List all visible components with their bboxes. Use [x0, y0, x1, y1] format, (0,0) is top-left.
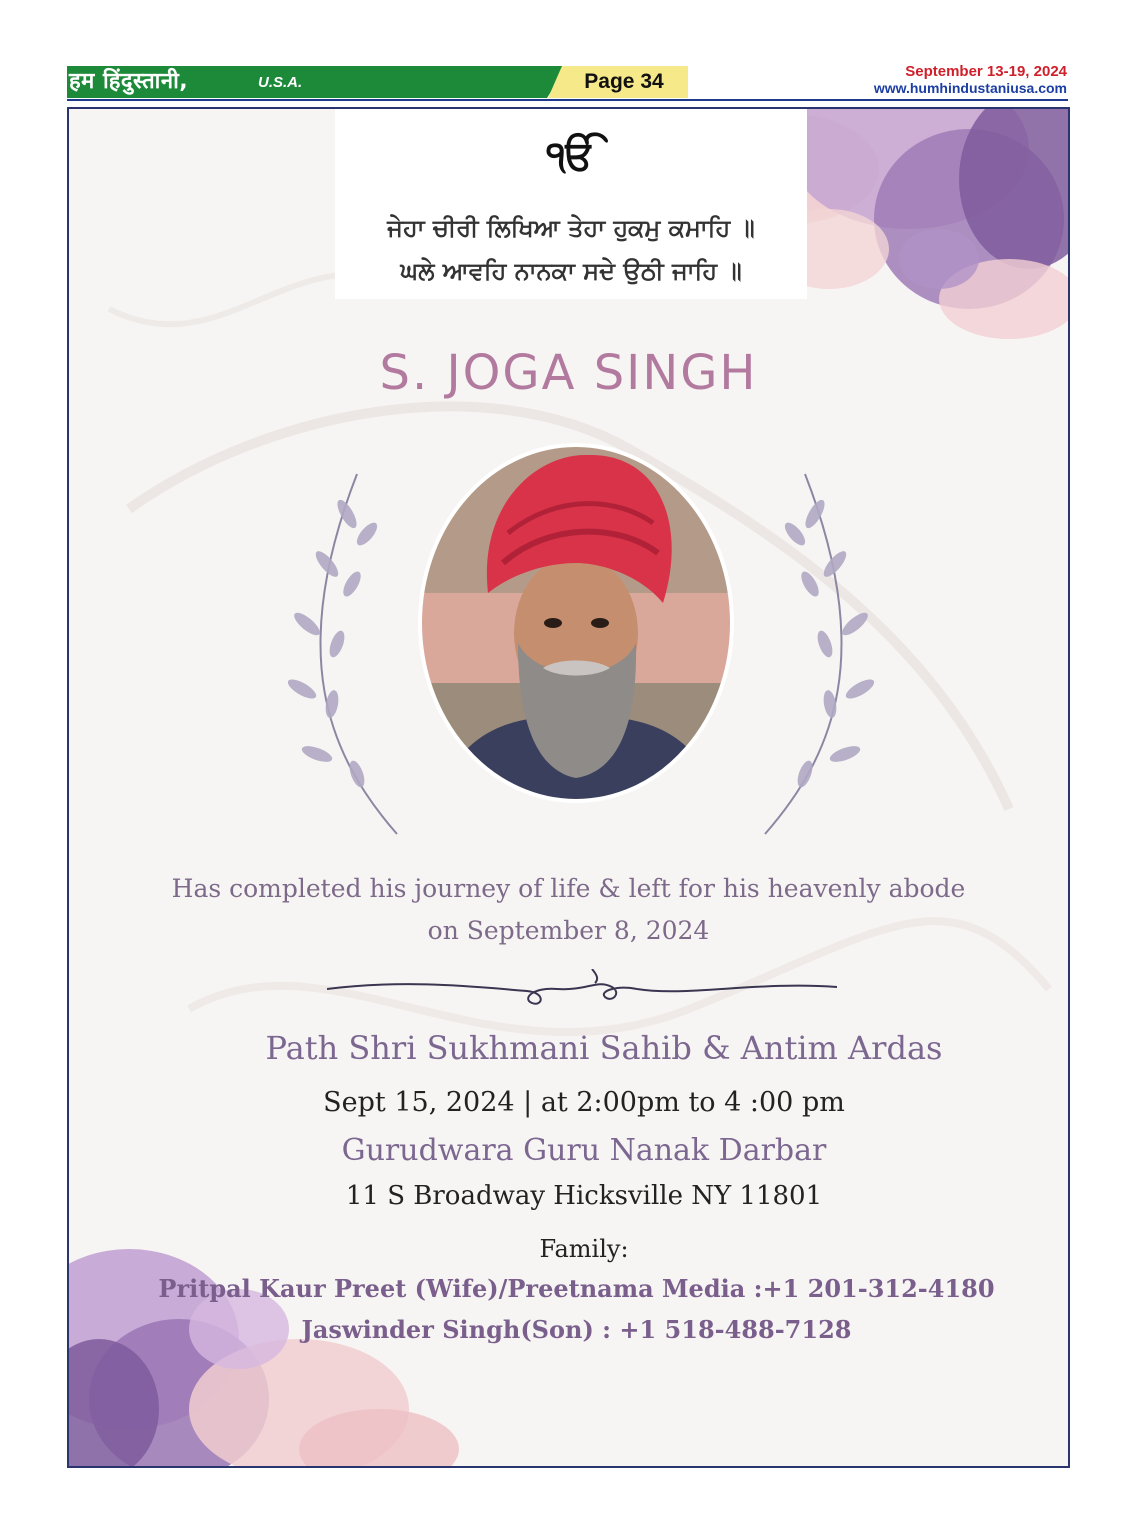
journey-text-line-2: on September 8, 2024	[427, 916, 710, 945]
flourish-divider-icon	[327, 969, 837, 1019]
deceased-name: S. JOGA SINGH	[379, 345, 758, 401]
page-number: Page 34	[584, 70, 664, 93]
family-contact-2: Jaswinder Singh(Son) : +1 518-488-7128	[301, 1315, 852, 1344]
event-datetime: Sept 15, 2024 | at 2:00pm to 4 :00 pm	[323, 1087, 845, 1118]
masthead-suffix: U.S.A.	[258, 74, 303, 91]
family-label: Family:	[539, 1235, 629, 1263]
website-link[interactable]: www.humhindustaniusa.com	[873, 80, 1067, 96]
masthead-title: हम हिंदुस्तानी,	[69, 69, 189, 94]
venue-address: 11 S Broadway Hicksville NY 11801	[345, 1181, 823, 1211]
scripture-verse-1: ਜੇਹਾ ਚੀਰੀ ਲਿਖਿਆ ਤੇਹਾ ਹੁਕਮੁ ਕਮਾਹਿ ॥	[387, 214, 755, 242]
event-title: Path Shri Sukhmani Sahib & Antim Ardas	[265, 1029, 943, 1067]
family-contact-1: Pritpal Kaur Preet (Wife)/Preetnama Media :+1 201-312-4180	[158, 1274, 995, 1303]
scripture-verse-2: ਘਲੇ ਆਵਹਿ ਨਾਨਕਾ ਸਦੇ ਉਠੀ ਜਾਹਿ ॥	[400, 257, 742, 285]
venue-name: Gurudwara Guru Nanak Darbar	[341, 1133, 827, 1168]
left-wreath-icon	[247, 454, 417, 844]
journey-text-line-1: Has completed his journey of life & left for his heavenly abode	[171, 874, 966, 903]
ik-onkar-symbol: ੴ	[546, 133, 596, 179]
page-header	[0, 0, 1135, 105]
right-wreath-icon	[745, 454, 915, 844]
portrait-photo	[418, 443, 734, 803]
obituary-card	[67, 107, 1070, 1468]
header-rule	[67, 99, 1068, 101]
issue-date: September 13-19, 2024	[905, 63, 1067, 80]
